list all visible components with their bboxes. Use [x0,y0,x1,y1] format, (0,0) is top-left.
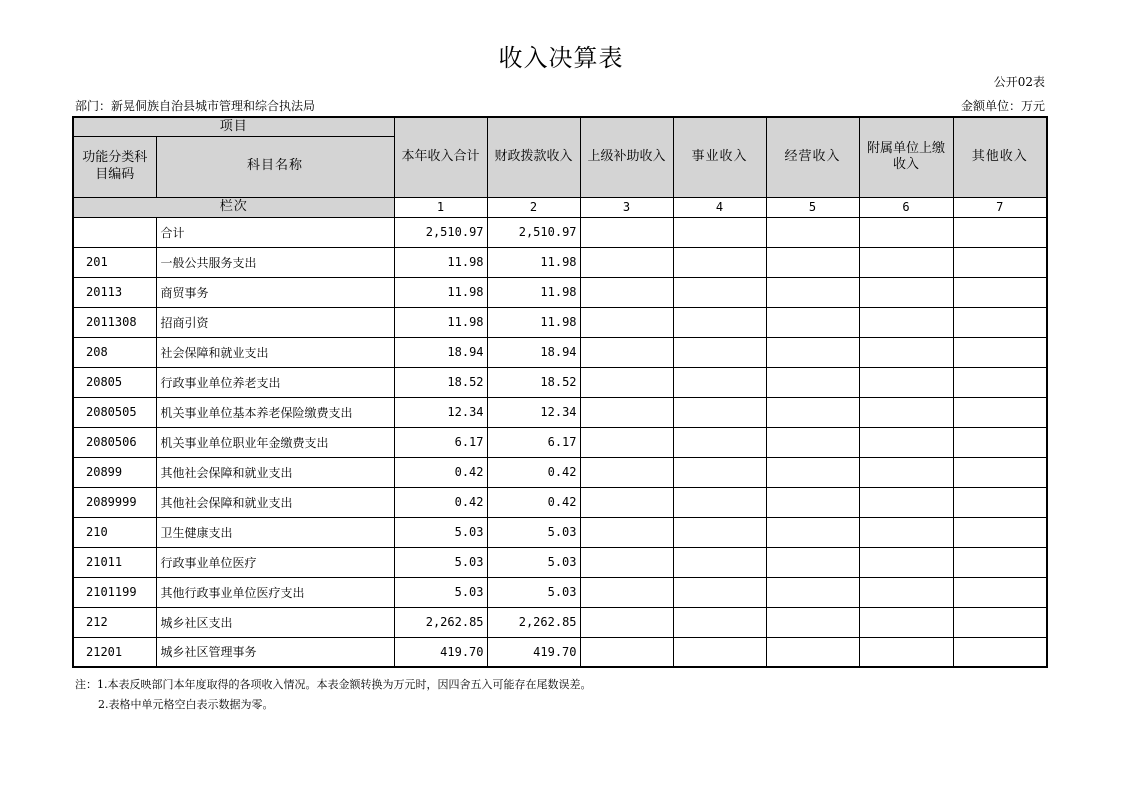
cell-value [580,607,673,637]
column-number: 2 [487,197,580,217]
cell-value [953,637,1047,667]
cell-value: 18.52 [394,367,487,397]
cell-subject-name: 行政事业单位医疗 [156,547,394,577]
table-row [73,367,1047,397]
footnote-1: 注：1.本表反映部门本年度取得的各项收入情况。本表金额转换为万元时，因四舍五入可能存在尾数误差。 [75,678,592,691]
cell-value [766,607,859,637]
cell-value [580,457,673,487]
col-header-other-income: 其他收入 [953,117,1047,197]
cell-subject-name: 城乡社区管理事务 [156,637,394,667]
cell-value [580,247,673,277]
cell-function-code: 20899 [73,457,156,487]
department-label: 部门：新晃侗族自治县城市管理和综合执法局 [75,99,316,113]
cell-value [953,607,1047,637]
cell-value [766,547,859,577]
cell-value [673,517,766,547]
cell-value: 0.42 [487,457,580,487]
cell-value: 5.03 [487,517,580,547]
table-row [73,337,1047,367]
cell-value [673,367,766,397]
cell-function-code: 20113 [73,277,156,307]
col-header-subject-name: 科目名称 [156,136,394,197]
cell-value: 5.03 [487,577,580,607]
cell-value: 18.52 [487,367,580,397]
cell-value: 11.98 [394,247,487,277]
cell-value [953,397,1047,427]
cell-value: 419.70 [394,637,487,667]
column-number: 5 [766,197,859,217]
col-header-operating-income: 经营收入 [766,117,859,197]
cell-value [953,427,1047,457]
cell-value: 419.70 [487,637,580,667]
table-row [73,607,1047,637]
cell-value [859,247,953,277]
cell-function-code: 20805 [73,367,156,397]
col-header-total-income: 本年收入合计 [394,117,487,197]
cell-value [673,337,766,367]
group-header-project: 项目 [73,117,394,136]
cell-value: 0.42 [394,487,487,517]
cell-value [859,457,953,487]
cell-value: 5.03 [487,547,580,577]
cell-function-code: 21201 [73,637,156,667]
cell-value [673,247,766,277]
cell-value [859,427,953,457]
cell-value [673,607,766,637]
cell-value [580,337,673,367]
cell-value [580,367,673,397]
cell-value [580,547,673,577]
page-title: 收入决算表 [498,44,624,72]
cell-value [766,397,859,427]
cell-subject-name: 机关事业单位职业年金缴费支出 [156,427,394,457]
cell-value [953,247,1047,277]
cell-subject-name: 商贸事务 [156,277,394,307]
cell-subject-name: 合计 [156,217,394,247]
cell-value [859,337,953,367]
column-number: 4 [673,197,766,217]
cell-subject-name: 城乡社区支出 [156,607,394,637]
cell-value [859,517,953,547]
cell-value [580,427,673,457]
cell-value: 11.98 [487,307,580,337]
cell-value: 2,510.97 [487,217,580,247]
cell-value [859,277,953,307]
cell-value [766,337,859,367]
cell-function-code: 2011308 [73,307,156,337]
cell-value [673,457,766,487]
cell-value [673,427,766,457]
cell-function-code: 208 [73,337,156,367]
cell-value [580,577,673,607]
cell-value [859,487,953,517]
table-row [73,637,1047,667]
income-table [72,116,1048,668]
cell-function-code: 212 [73,607,156,637]
table-row [73,277,1047,307]
table-row [73,577,1047,607]
cell-value [673,487,766,517]
cell-value [953,217,1047,247]
cell-value [766,307,859,337]
footnote-2: 2.表格中单元格空白表示数据为零。 [98,698,274,711]
cell-value: 0.42 [394,457,487,487]
cell-value [953,547,1047,577]
cell-value [766,457,859,487]
table-row [73,427,1047,457]
table-row [73,517,1047,547]
cell-value [953,487,1047,517]
cell-value: 2,262.85 [487,607,580,637]
table-row [73,547,1047,577]
cell-value [953,307,1047,337]
cell-value [580,217,673,247]
cell-function-code: 2089999 [73,487,156,517]
cell-function-code: 2080506 [73,427,156,457]
cell-value [580,307,673,337]
table-row [73,247,1047,277]
cell-value [673,277,766,307]
cell-function-code: 21011 [73,547,156,577]
cell-value [673,307,766,337]
table-row [73,217,1047,247]
cell-value [859,547,953,577]
cell-subject-name: 卫生健康支出 [156,517,394,547]
cell-subject-name: 社会保障和就业支出 [156,337,394,367]
cell-function-code: 201 [73,247,156,277]
cell-value [859,637,953,667]
cell-value [766,487,859,517]
col-header-fiscal-appropriation: 财政拨款收入 [487,117,580,197]
cell-value [766,217,859,247]
cell-value: 11.98 [487,247,580,277]
table-row [73,397,1047,427]
cell-value [673,637,766,667]
cell-value [580,277,673,307]
form-number: 公开02表 [993,75,1045,89]
cell-value [859,367,953,397]
cell-value [766,517,859,547]
cell-subject-name: 其他社会保障和就业支出 [156,487,394,517]
cell-value: 2,510.97 [394,217,487,247]
cell-value [673,577,766,607]
cell-function-code: 2080505 [73,397,156,427]
row-index-label: 栏次 [73,197,394,217]
cell-value [580,517,673,547]
cell-value [766,367,859,397]
column-number: 6 [859,197,953,217]
cell-value [673,547,766,577]
cell-subject-name: 行政事业单位养老支出 [156,367,394,397]
cell-function-code: 210 [73,517,156,547]
cell-value [580,487,673,517]
cell-value: 11.98 [394,277,487,307]
cell-value [953,517,1047,547]
cell-value: 18.94 [394,337,487,367]
footnotes [75,675,592,715]
cell-subject-name: 招商引资 [156,307,394,337]
table-row [73,307,1047,337]
column-number: 3 [580,197,673,217]
cell-value [953,277,1047,307]
cell-value [859,577,953,607]
cell-value [673,397,766,427]
cell-value [580,397,673,427]
cell-value [766,277,859,307]
cell-value: 12.34 [394,397,487,427]
cell-value: 11.98 [487,277,580,307]
cell-value: 5.03 [394,547,487,577]
cell-value [766,637,859,667]
col-header-business-income: 事业收入 [673,117,766,197]
cell-value [766,247,859,277]
cell-value: 5.03 [394,577,487,607]
cell-value [766,577,859,607]
cell-value [859,217,953,247]
table-row [73,457,1047,487]
col-header-function-code: 功能分类科目编码 [73,136,156,197]
column-number: 1 [394,197,487,217]
cell-value [580,637,673,667]
table-row [73,487,1047,517]
cell-function-code: 2101199 [73,577,156,607]
cell-value: 18.94 [487,337,580,367]
cell-subject-name: 其他社会保障和就业支出 [156,457,394,487]
column-number: 7 [953,197,1047,217]
cell-value [953,577,1047,607]
cell-value [673,217,766,247]
cell-subject-name: 机关事业单位基本养老保险缴费支出 [156,397,394,427]
col-header-affiliated-payment: 附属单位上缴收入 [859,117,953,197]
cell-value [766,427,859,457]
cell-subject-name: 一般公共服务支出 [156,247,394,277]
cell-value [953,337,1047,367]
col-header-superior-subsidy: 上级补助收入 [580,117,673,197]
cell-value [859,397,953,427]
cell-function-code [73,217,156,247]
cell-subject-name: 其他行政事业单位医疗支出 [156,577,394,607]
cell-value [953,367,1047,397]
cell-value: 2,262.85 [394,607,487,637]
cell-value: 5.03 [394,517,487,547]
cell-value: 0.42 [487,487,580,517]
cell-value: 6.17 [394,427,487,457]
cell-value [859,607,953,637]
cell-value: 6.17 [487,427,580,457]
cell-value: 12.34 [487,397,580,427]
cell-value: 11.98 [394,307,487,337]
cell-value [953,457,1047,487]
cell-value [859,307,953,337]
amount-unit-label: 金额单位：万元 [960,99,1045,113]
